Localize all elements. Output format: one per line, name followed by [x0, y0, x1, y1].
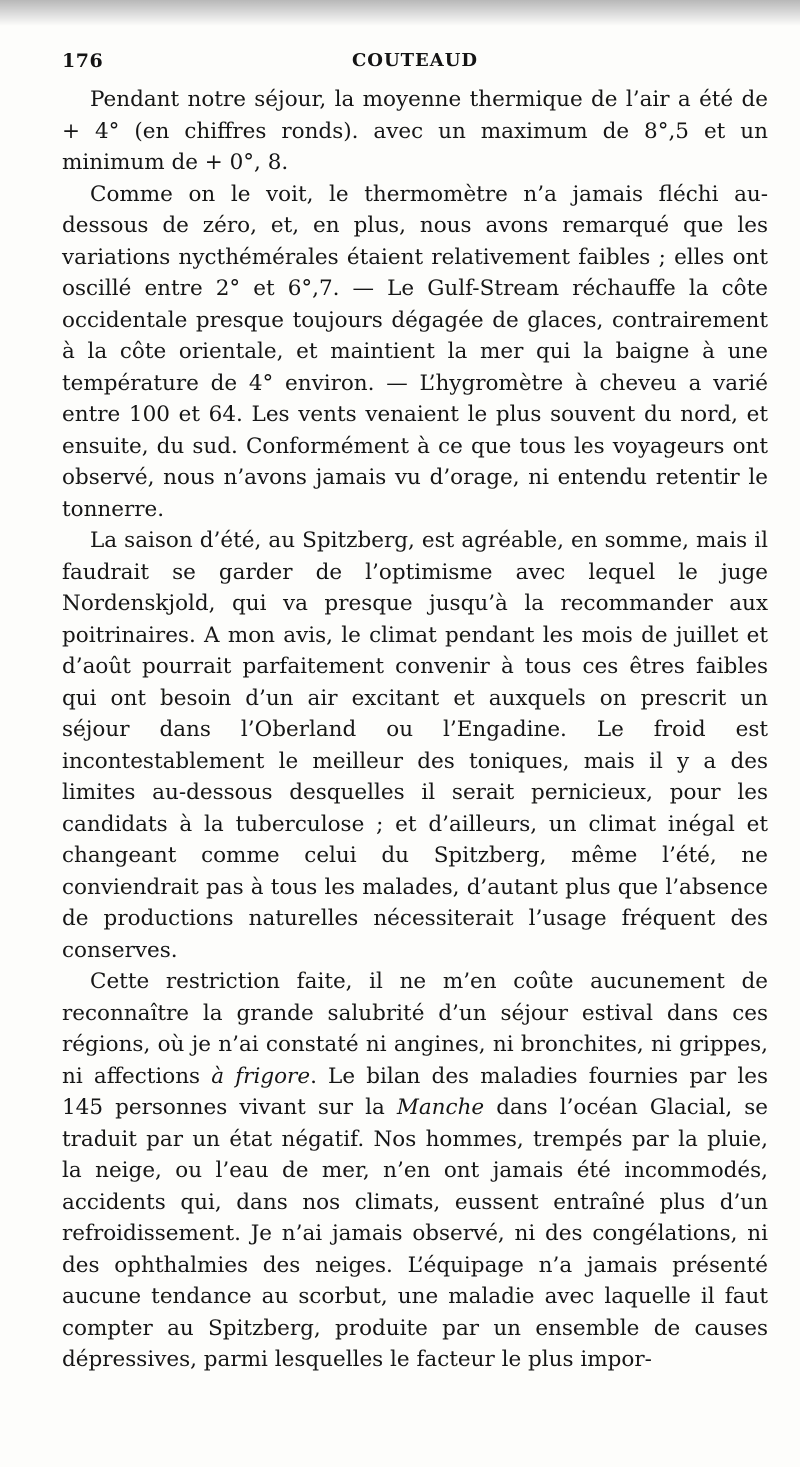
italic-ship-name: Manche: [396, 1095, 485, 1120]
paragraph-4: [62, 966, 768, 1376]
paragraph-4-part-2: . Le bilan des maladies fournies par les 145 personnes vivant sur la: [62, 1063, 769, 1120]
paragraph-1: Pendant notre séjour, la moyenne thermique de l’air a été de + 4° (en chiffres ronds). avec un maximum de 8°,5 et un minimum de + 0°, 8.: [62, 87, 768, 175]
italic-a-frigore: à frigore: [211, 1063, 311, 1089]
running-title: COUTEAUD: [351, 50, 479, 71]
paragraph-4-part-3: dans l’océan Glacial, se traduit par un état négatif. Nos hommes, trempés par la pluie, la neige, ou l’eau de mer, n’en ont jamais été incommodés, accidents qui, dans nos climats, eussent entraîné plus d’un refroidissement. Je n’ai jamais observé, ni des congélations, ni des ophthalmies des neiges. L’équipage n’a jamais présenté aucune tendance au scorbut, une maladie avec laquelle il faut compter au Spitzberg, produite par un ensemble de causes dépressives, parmi lesquelles le facteur le plus impor-: [62, 1095, 768, 1372]
running-head: [62, 50, 768, 80]
body-text: [62, 84, 768, 1376]
scan-edge-shadow: [0, 0, 800, 26]
paragraph-2: Comme on le voit, le thermomètre n’a jamais fléchi au-dessous de zéro, et, en plus, nous avons remarqué que les variations nycthémérales étaient relativement faibles ; elles ont oscillé entre 2° et 6°,7. — Le Gulf-Stream réchauffe la côte occidentale presque toujours dégagée de glaces, contrairement à la côte orientale, et maintient la mer qui la baigne à une température de 4° environ. — L’hygromètre à cheveu a varié entre 100 et 64. Les vents venaient le plus souvent du nord, et ensuite, du sud. Conformément à ce que tous les voyageurs ont observé, nous n’avons jamais vu d’orage, ni entendu retentir le tonnerre.: [62, 181, 768, 522]
page-number: 176: [62, 50, 104, 72]
paragraph-3: La saison d’été, au Spitzberg, est agréable, en somme, mais il faudrait se garder de l’optimisme avec lequel le juge Nordenskjold, qui va presque jusqu’à la recommander aux poitrinaires. A mon avis, le climat pendant les mois de juillet et d’août pourrait parfaitement convenir à tous ces êtres faibles qui ont besoin d’un air excitant et auxquels on prescrit un séjour dans l’Oberland ou l’Engadine. Le froid est incontestablement le meilleur des toniques, mais il y a des limites au-dessous desquelles il serait pernicieux, pour les candidats à la tuberculose ; et d’ailleurs, un climat inégal et changeant comme celui du Spitzberg, même l’été, ne conviendrait pas à tous les malades, d’autant plus que l’absence de productions naturelles nécessiterait l’usage fréquent des conserves.: [62, 528, 768, 963]
paragraph-4-part-1: Cette restriction faite, il ne m’en coûte aucunement de reconnaître la grande salubrité d’un séjour estival dans ces régions, où je n’ai constaté ni angines, ni bronchites, ni grippes, ni affections: [62, 969, 768, 1089]
